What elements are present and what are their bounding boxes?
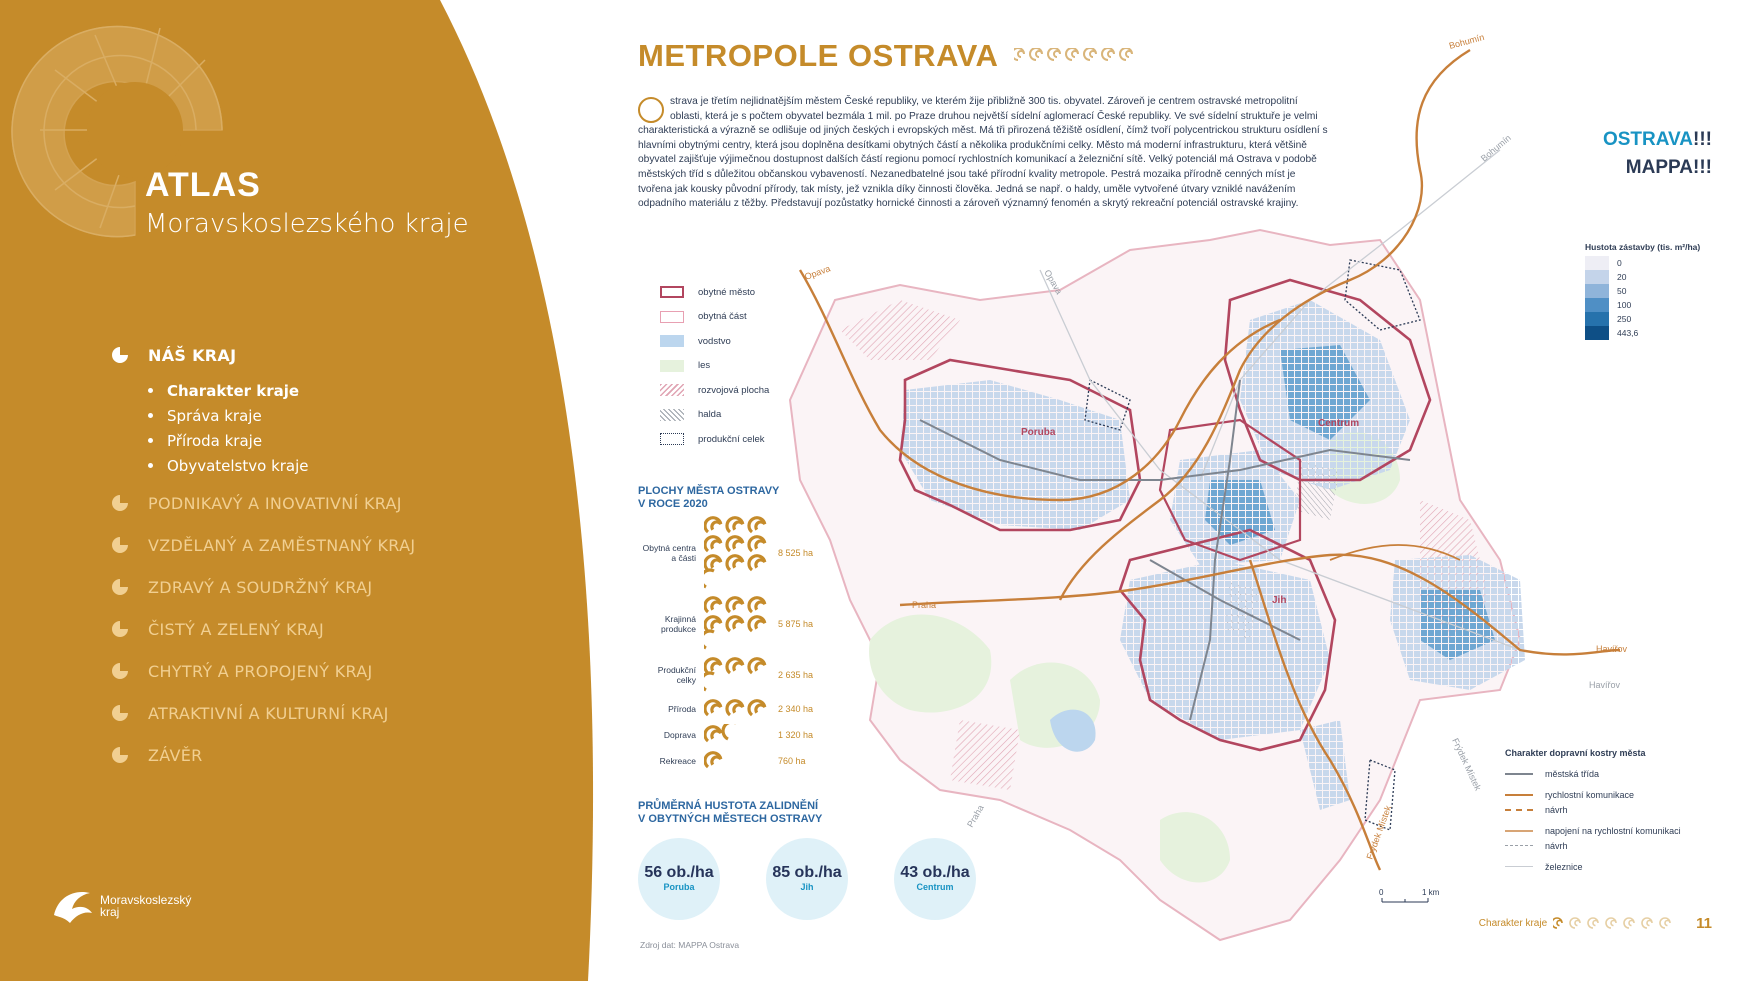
line-icon: [1505, 845, 1533, 846]
transport-label: rychlostní komunikace: [1545, 789, 1635, 800]
transport-item: [1505, 787, 1681, 802]
legend-swatch-forest: [660, 360, 684, 372]
area-icons: [704, 595, 772, 652]
place-havirov: Havířov: [1596, 644, 1628, 654]
line-icon: [1505, 866, 1533, 867]
legend-item-heap: [660, 403, 769, 428]
place-bohumin-rail: Bohumín: [1478, 132, 1513, 164]
transport-item: [1505, 823, 1681, 838]
logo-text-line2: kraj: [100, 905, 120, 919]
transport-item: [1505, 859, 1681, 874]
transport-label: napojení na rychlostní komunikaci: [1545, 825, 1681, 836]
legend-item-prod: [660, 427, 769, 452]
brand-ostrava: OSTRAVA: [1602, 129, 1694, 150]
density-stop: 443,6: [1617, 328, 1639, 338]
line-icon: [1505, 794, 1533, 796]
area-row: [638, 750, 838, 772]
place-bohumin: Bohumín: [1447, 31, 1486, 51]
density-value: 85 ob./ha: [772, 864, 842, 881]
nav-item-label: ZDRAVÝ A SOUDRŽNÝ KRAJ: [148, 577, 373, 597]
legend-label: les: [698, 360, 711, 372]
density-name: Centrum: [916, 882, 954, 892]
legend-swatch-water: [660, 335, 684, 347]
transport-label: železnice: [1545, 861, 1583, 872]
brand-excl-1: !!!: [1693, 129, 1712, 150]
line-icon: [1505, 830, 1533, 832]
development-area: [950, 720, 1020, 790]
density-value: 56 ob./ha: [644, 864, 714, 881]
data-source: Zdroj dat: MAPPA Ostrava: [640, 940, 740, 950]
nav-item-label: CHYTRÝ A PROPOJENÝ KRAJ: [148, 661, 373, 681]
nav-item-label: ATRAKTIVNÍ A KULTURNÍ KRAJ: [148, 703, 389, 723]
transport-label: návrh: [1545, 804, 1568, 815]
area-row: [638, 656, 838, 694]
place-opava: Opava: [803, 263, 832, 282]
density-bubble-jih: [766, 838, 848, 920]
area-value: 2 340 ha: [778, 704, 814, 714]
legend-label: obytná část: [698, 311, 747, 323]
area-value: 5 875 ha: [778, 618, 814, 629]
density-bubble-centrum: [894, 838, 976, 920]
map-legend: [660, 280, 769, 452]
density-bubble-poruba: [638, 838, 720, 920]
density-stop: 20: [1617, 272, 1627, 282]
legend-swatch-part: [660, 311, 684, 323]
areas-heading-2: V ROCE 2020: [638, 498, 708, 510]
line-icon: [1505, 773, 1533, 775]
nav-item-label: PODNIKAVÝ A INOVATIVNÍ KRAJ: [148, 493, 402, 513]
areas-rows: [638, 515, 838, 772]
density-heading-1: PRŮMĚRNÁ HUSTOTA ZALIDNĚNÍ: [638, 800, 819, 812]
transport-label: návrh: [1545, 840, 1568, 851]
nav-item-label: ZÁVĚR: [148, 745, 203, 765]
areas-infographic: [638, 485, 838, 772]
subnav-label: Charakter kraje: [167, 381, 300, 400]
scale-bar: [1382, 898, 1428, 902]
area-icons: [704, 750, 772, 772]
area-value: 8 525 ha: [778, 548, 814, 558]
subnav-label: Příroda kraje: [167, 431, 263, 450]
area-icons: [704, 515, 772, 591]
area-label: Rekreace: [659, 756, 696, 766]
area-icons: [704, 656, 772, 694]
density-name: Poruba: [663, 882, 695, 892]
density-stop: 100: [1617, 300, 1632, 310]
area-label: Obytná centra a části: [642, 543, 696, 563]
intro-paragraph: strava je třetím nejlidnatějším městem České republiky, ve kterém žije přibližně 300 tis. obyvatel. Zároveň je centrem ostravské metropolitní oblasti, která je s počtem obyvatel bezmála 1 mil. po Praze druhou největší sídelní aglomerací České republiky. Ve své sídelní struktuře je velmi charakteristická a výrazně se odlišuje od jiných českých i evropských měst. Má tři přirozená těžiště osídlení, čímž tvoří polycentrickou strukturu osídlení s hlavními obytnými centry, která jsou doplněna desítkami obytných částí a několika produkčními celky. Město má moderní infrastrukturu, která většině obyvatel zajišťuje výjimečnou dostupnost dalších částí regionu pomocí rychlostních komunikací a železniční sítě. Velký potenciál má Ostrava v podobě městských tříd s důležitou občanskou vybaveností. Nezanedbatelné jsou také přírodní kvality metropole. Pestrá mozaika přírodně cenných míst je tvořena jak kousky původní přírody, tak místy, jež vznikla díky činnosti člověka. Jedná se např. o haldy, uměle vytvořené útvary vzniklé navážením odpadního materiálu z těžby. Představují pozůstatky hornické činnosti a zároveň významný fenomén a skrytý rekreační potenciál ostravské krajiny.: [638, 96, 1328, 210]
area-value: 1 320 ha: [778, 730, 814, 740]
legend-label: halda: [698, 409, 722, 421]
line-icon: [1505, 809, 1533, 811]
area-value: 760 ha: [778, 756, 806, 766]
scale-zero: 0: [1379, 888, 1384, 897]
brand-subtitle: Moravskoslezského kraje: [145, 209, 469, 239]
area-row: [638, 698, 838, 720]
transport-item: [1505, 838, 1681, 853]
density-stop: 50: [1617, 286, 1627, 296]
brand-excl-2: !!!: [1693, 157, 1712, 178]
legend-swatch-city: [660, 286, 684, 298]
place-opava-rail: Opava: [1042, 268, 1065, 296]
district-label-poruba: Poruba: [1021, 427, 1056, 438]
legend-item-water: [660, 329, 769, 354]
density-value: 43 ob./ha: [900, 864, 970, 881]
nav-item-label: VZDĚLANÝ A ZAMĚSTNANÝ KRAJ: [148, 535, 416, 555]
legend-swatch-heap: [660, 409, 684, 421]
areas-heading-1: PLOCHY MĚSTA OSTRAVY: [638, 485, 780, 497]
area-value: 2 635 ha: [778, 670, 814, 680]
density-name: Jih: [800, 882, 814, 892]
place-frydek-rail: Frýdek Místek: [1450, 736, 1484, 793]
page-number: 11: [1696, 915, 1712, 932]
nav-item-label: NÁŠ KRAJ: [148, 345, 237, 365]
wave-ornament-icon: [1553, 917, 1678, 931]
legend-swatch-dev: [660, 384, 684, 396]
density-stop: 0: [1617, 258, 1622, 268]
subnav-label: Správa kraje: [167, 406, 262, 425]
legend-label: obytné město: [698, 286, 756, 298]
transport-legend: [1505, 748, 1681, 874]
area-row: [638, 595, 838, 652]
density-stop: 250: [1617, 314, 1632, 324]
legend-item-forest: [660, 354, 769, 379]
transport-item: [1505, 766, 1681, 781]
place-praha: Praha: [912, 600, 937, 610]
transport-item: [1505, 802, 1681, 817]
transport-legend-title: Charakter dopravní kostry města: [1505, 748, 1646, 758]
area-icons: [704, 724, 772, 746]
area-label: Krajinná produkce: [661, 613, 696, 634]
page-title-text: METROPOLE OSTRAVA: [638, 38, 999, 73]
brand-mappa: MAPPA: [1625, 157, 1694, 178]
area-label: Příroda: [668, 704, 696, 714]
area-row: [638, 515, 838, 591]
density-heading-2: V OBYTNÝCH MĚSTECH OSTRAVY: [638, 813, 823, 825]
density-heading: [638, 800, 822, 826]
area-row: [638, 724, 838, 746]
density-legend: [1585, 242, 1700, 340]
transport-label: městská třída: [1545, 768, 1600, 779]
subnav-label: Obyvatelstvo kraje: [167, 456, 309, 475]
place-havirov-rail: Havířov: [1589, 680, 1621, 690]
nav-item-label: ČISTÝ A ZELENÝ KRAJ: [148, 619, 324, 639]
district-label-centrum: Centrum: [1318, 418, 1360, 429]
page-footer: [1479, 915, 1712, 932]
brand-title: ATLAS: [145, 166, 261, 204]
area-label: Doprava: [663, 730, 696, 740]
area-icons: [704, 698, 772, 720]
legend-item-part: [660, 305, 769, 330]
legend-item-city: [660, 280, 769, 305]
footer-label[interactable]: Charakter kraje: [1478, 918, 1548, 929]
density-legend-title: Hustota zástavby (tis. m²/ha): [1585, 242, 1701, 252]
legend-swatch-prod: [660, 433, 684, 445]
district-label-jih: Jih: [1272, 595, 1287, 606]
logo-text-line1: Moravskoslezský: [100, 893, 192, 907]
area-label: Produkční celky: [657, 665, 696, 685]
scale-km: 1 km: [1422, 888, 1440, 897]
legend-item-dev: [660, 378, 769, 403]
legend-label: produkční celek: [698, 433, 765, 445]
legend-label: rozvojová plocha: [698, 384, 770, 396]
place-frydek: Frýdek Místek: [1364, 804, 1394, 861]
legend-label: vodstvo: [698, 335, 731, 347]
place-praha-rail: Praha: [965, 803, 986, 829]
